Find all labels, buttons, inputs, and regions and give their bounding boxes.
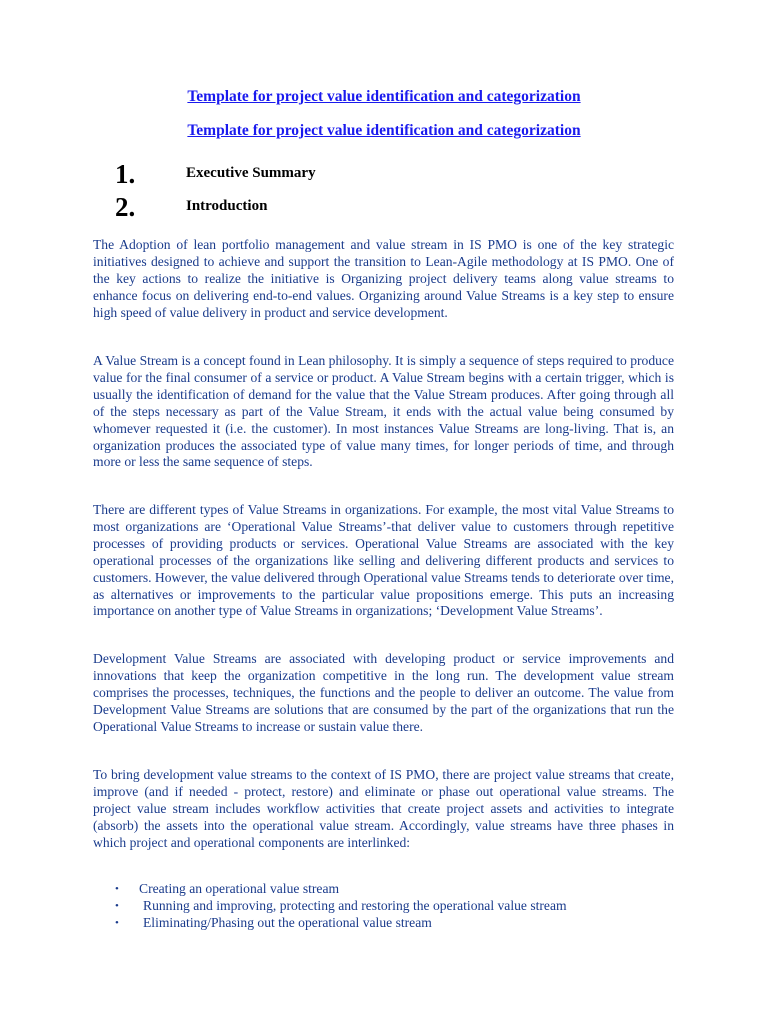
list-item-text: Running and improving, protecting and restoring the operational value stream [143, 897, 567, 913]
intro-paragraph-lean-adoption: The Adoption of lean portfolio management and value stream in IS PMO is one of the key strategic initiatives designed to achieve and support the transition to Lean-Agile methodology at IS PMO. One of the key actions to realize the initiative is Organizing project delivery teams along value streams to enhance focus on delivering end-to-end values. Organizing around Value Streams is a key step to ensure high speed of value delivery in product and service development. [93, 237, 674, 320]
list-item [113, 915, 567, 932]
bullet-icon: • [115, 899, 119, 912]
section-heading-executive-summary [115, 159, 715, 189]
document-title-link-duplicate[interactable]: Template for project value identification and categorization [187, 122, 581, 139]
value-stream-phases-list [113, 881, 567, 932]
intro-paragraph-operational-value-streams: There are different types of Value Streams in organizations. For example, the most vital Value Streams to most organizations are ‘Operational Value Streams’-that deliver value to customers through repetitive processes of providing products or services. Operational Value Streams are associated with the key operational processes of the organizations like selling and delivering different products and services to customers. However, the value delivered through Operational value Streams tends to deteriorate over time, as alternatives or improvements to the particular value propositions emerge. This puts an increasing importance on another type of Value Streams in organizations; ‘Development Value Streams’. [93, 502, 674, 619]
list-item-text: Eliminating/Phasing out the operational value stream [143, 914, 432, 930]
bullet-icon: • [115, 916, 119, 929]
section-number: 1. [115, 159, 136, 189]
section-number: 2. [115, 192, 136, 222]
section-heading-introduction [115, 192, 715, 222]
intro-paragraph-project-value-streams: To bring development value streams to the context of IS PMO, there are project value streams that create, improve (and if needed - protect, restore) and eliminate or phase out operational value streams. The project value stream includes workflow activities that create project assets and activities to integrate (absorb) the assets into the operational value stream. Accordingly, value streams have three phases in which project and operational components are interlinked: [93, 767, 674, 850]
bullet-icon: • [115, 883, 119, 895]
section-label: Executive Summary [186, 165, 316, 181]
list-item [113, 881, 567, 898]
intro-paragraph-value-stream-concept: A Value Stream is a concept found in Lean philosophy. It is simply a sequence of steps required to produce value for the final consumer of a service or product. A Value Stream begins with a certain trigger, which is usually the identification of demand for the value that the Value Stream produces. After going through all of the steps necessary as part of the Value Stream, it ends with the actual value being consumed by whomever requested it (i.e. the customer). In most instances Value Streams are long-living. That is, an organization produces the associated type of value many times, for longer periods of time, and through more or less the same sequence of steps. [93, 353, 674, 470]
list-item-text: Creating an operational value stream [139, 881, 340, 896]
document-title-link[interactable]: Template for project value identification and categorization [187, 88, 581, 105]
intro-paragraph-development-value-streams: Development Value Streams are associated with developing product or service improvements and innovations that keep the organization competitive in the long run. The development value stream comprises the processes, techniques, the functions and the people to deliver an outcome. The value from Development Value Streams are solutions that are consumed by the part of the organizations that run the Operational Value Streams to increase or sustain value there. [93, 651, 674, 734]
list-item [113, 898, 567, 915]
section-label: Introduction [186, 198, 268, 214]
